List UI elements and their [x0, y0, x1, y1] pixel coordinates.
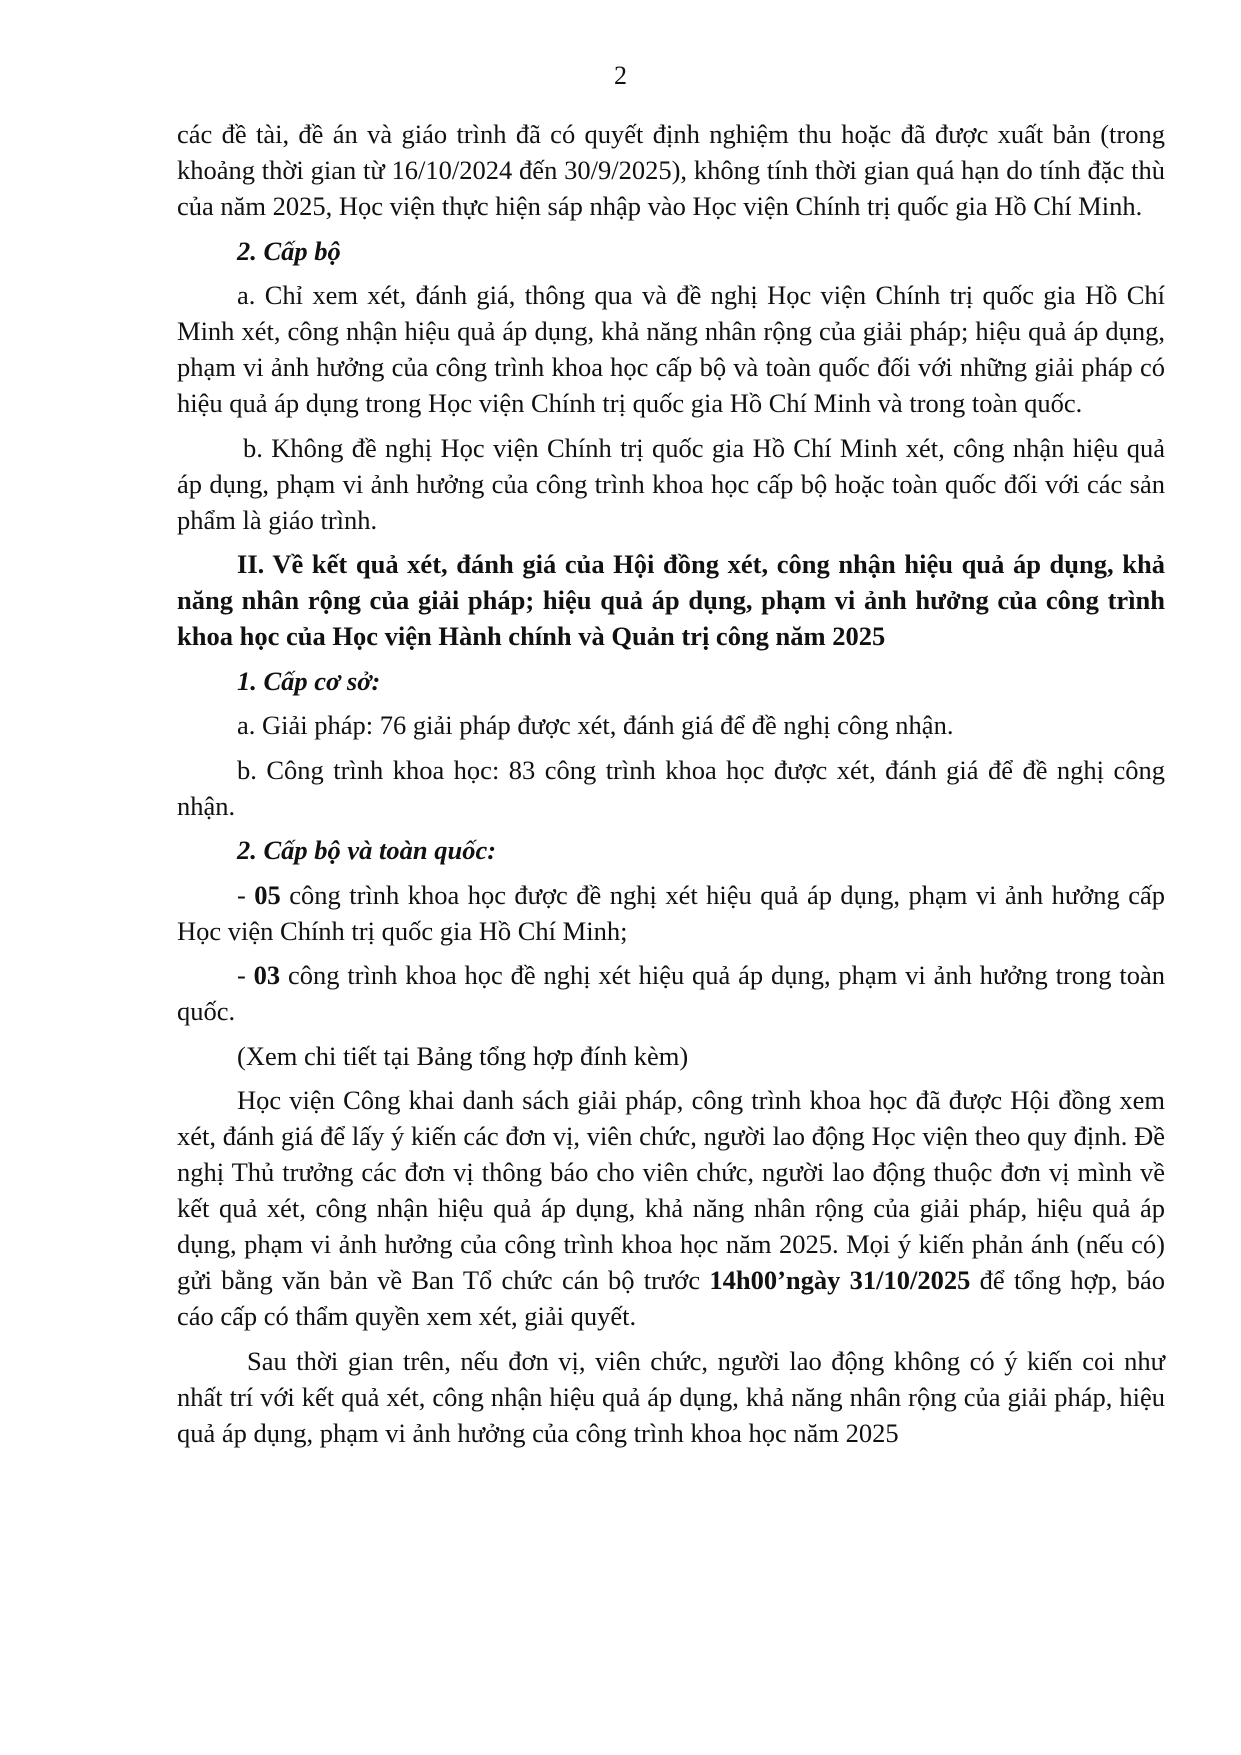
page-number: 2: [614, 61, 627, 90]
count-03: 03: [253, 960, 281, 990]
paragraph-cap-bo-b: b. Không đề nghị Học viện Chính trị quốc gia Hồ Chí Minh xét, công nhận hiệu quả áp dụng, phạm vi ảnh hưởng của công trình khoa học cấp bộ hoặc toàn quốc đối với các sản phẩm là giáo trình.: [177, 432, 1165, 535]
list-item-05: [177, 877, 1165, 949]
list-dash: -: [237, 960, 254, 990]
document-body: [177, 116, 1165, 1459]
list-dash: -: [237, 879, 255, 910]
section-ii-heading: II. Về kết quả xét, đánh giá của Hội đồng xét, công nhận hiệu quả áp dụng, khả năng nhân rộng của giải pháp; hiệu quả áp dụng, phạm vi ảnh hưởng của công trình khoa học của Học viện Hành chính và Quản trị công năm 2025: [177, 549, 1165, 651]
paragraph-co-so-b: b. Công trình khoa học: 83 công trình khoa học được xét, đánh giá để đề nghị công nhận.: [177, 754, 1165, 821]
list-item-text: công trình khoa học được đề nghị xét hiệu quả áp dụng, phạm vi ảnh hưởng cấp Học viện Chính trị quốc gia Hồ Chí Minh;: [177, 879, 1165, 946]
notice-text: Học viện Công khai danh sách giải pháp, công trình khoa học đã được Hội đồng xem xét, đánh giá để lấy ý kiến các đơn vị, viên chức, người lao động Học viện theo quy định. Đề nghị Thủ trưởng các đơn vị thông báo cho viên chức, người lao động thuộc đơn vị mình về kết quả xét, công nhận hiệu quả áp dụng, khả năng nhân rộng của giải pháp, hiệu quả áp dụng, phạm vi ảnh hưởng của công trình khoa học năm 2025. Mọi ý kiến phản ánh (nếu có) gửi bằng văn bản về Ban Tổ chức cán bộ trước: [177, 1085, 1165, 1295]
heading-cap-bo: 2. Cấp bộ: [237, 235, 341, 266]
paragraph-public-notice: [177, 1082, 1165, 1334]
heading-cap-co-so: 1. Cấp cơ sở:: [237, 665, 381, 696]
paragraph-after-deadline: Sau thời gian trên, nếu đơn vị, viên chức, người lao động không có ý kiến coi như nhất trí với kết quả xét, công nhận hiệu quả áp dụng, khả năng nhân rộng của giải pháp, hiệu quả áp dụng, phạm vi ảnh hưởng của công trình khoa học năm 2025: [177, 1345, 1165, 1448]
see-detail-note: (Xem chi tiết tại Bảng tổng hợp đính kèm): [237, 1040, 689, 1071]
paragraph-intro-continuation: các đề tài, đề án và giáo trình đã có quyết định nghiệm thu hoặc đã được xuất bản (trong khoảng thời gian từ 16/10/2024 đến 30/9/2025), không tính thời gian quá hạn do tính đặc thù của năm 2025, Học viện thực hiện sáp nhập vào Học viện Chính trị quốc gia Hồ Chí Minh.: [177, 119, 1165, 221]
paragraph-cap-bo-a: a. Chỉ xem xét, đánh giá, thông qua và đề nghị Học viện Chính trị quốc gia Hồ Chí Minh xét, công nhận hiệu quả áp dụng, khả năng nhân rộng của giải pháp; hiệu quả áp dụng, phạm vi ảnh hưởng của công trình khoa học cấp bộ và toàn quốc đối với những giải pháp có hiệu quả áp dụng trong Học viện Chính trị quốc gia Hồ Chí Minh và trong toàn quốc.: [177, 280, 1165, 418]
heading-cap-bo-toan-quoc: 2. Cấp bộ và toàn quốc:: [237, 835, 497, 865]
list-item-03: [177, 957, 1165, 1029]
notice-tail: để tổng hợp, báo cáo cấp có thẩm quyền xem xét, giải quyết.: [177, 1265, 1166, 1331]
count-05: 05: [254, 879, 281, 910]
deadline: 14h00’ngày 31/10/2025: [709, 1265, 971, 1295]
list-item-text: công trình khoa học đề nghị xét hiệu quả áp dụng, phạm vi ảnh hưởng trong toàn quốc.: [177, 960, 1165, 1026]
paragraph-co-so-a: a. Giải pháp: 76 giải pháp được xét, đánh giá để đề nghị công nhận.: [237, 710, 954, 740]
